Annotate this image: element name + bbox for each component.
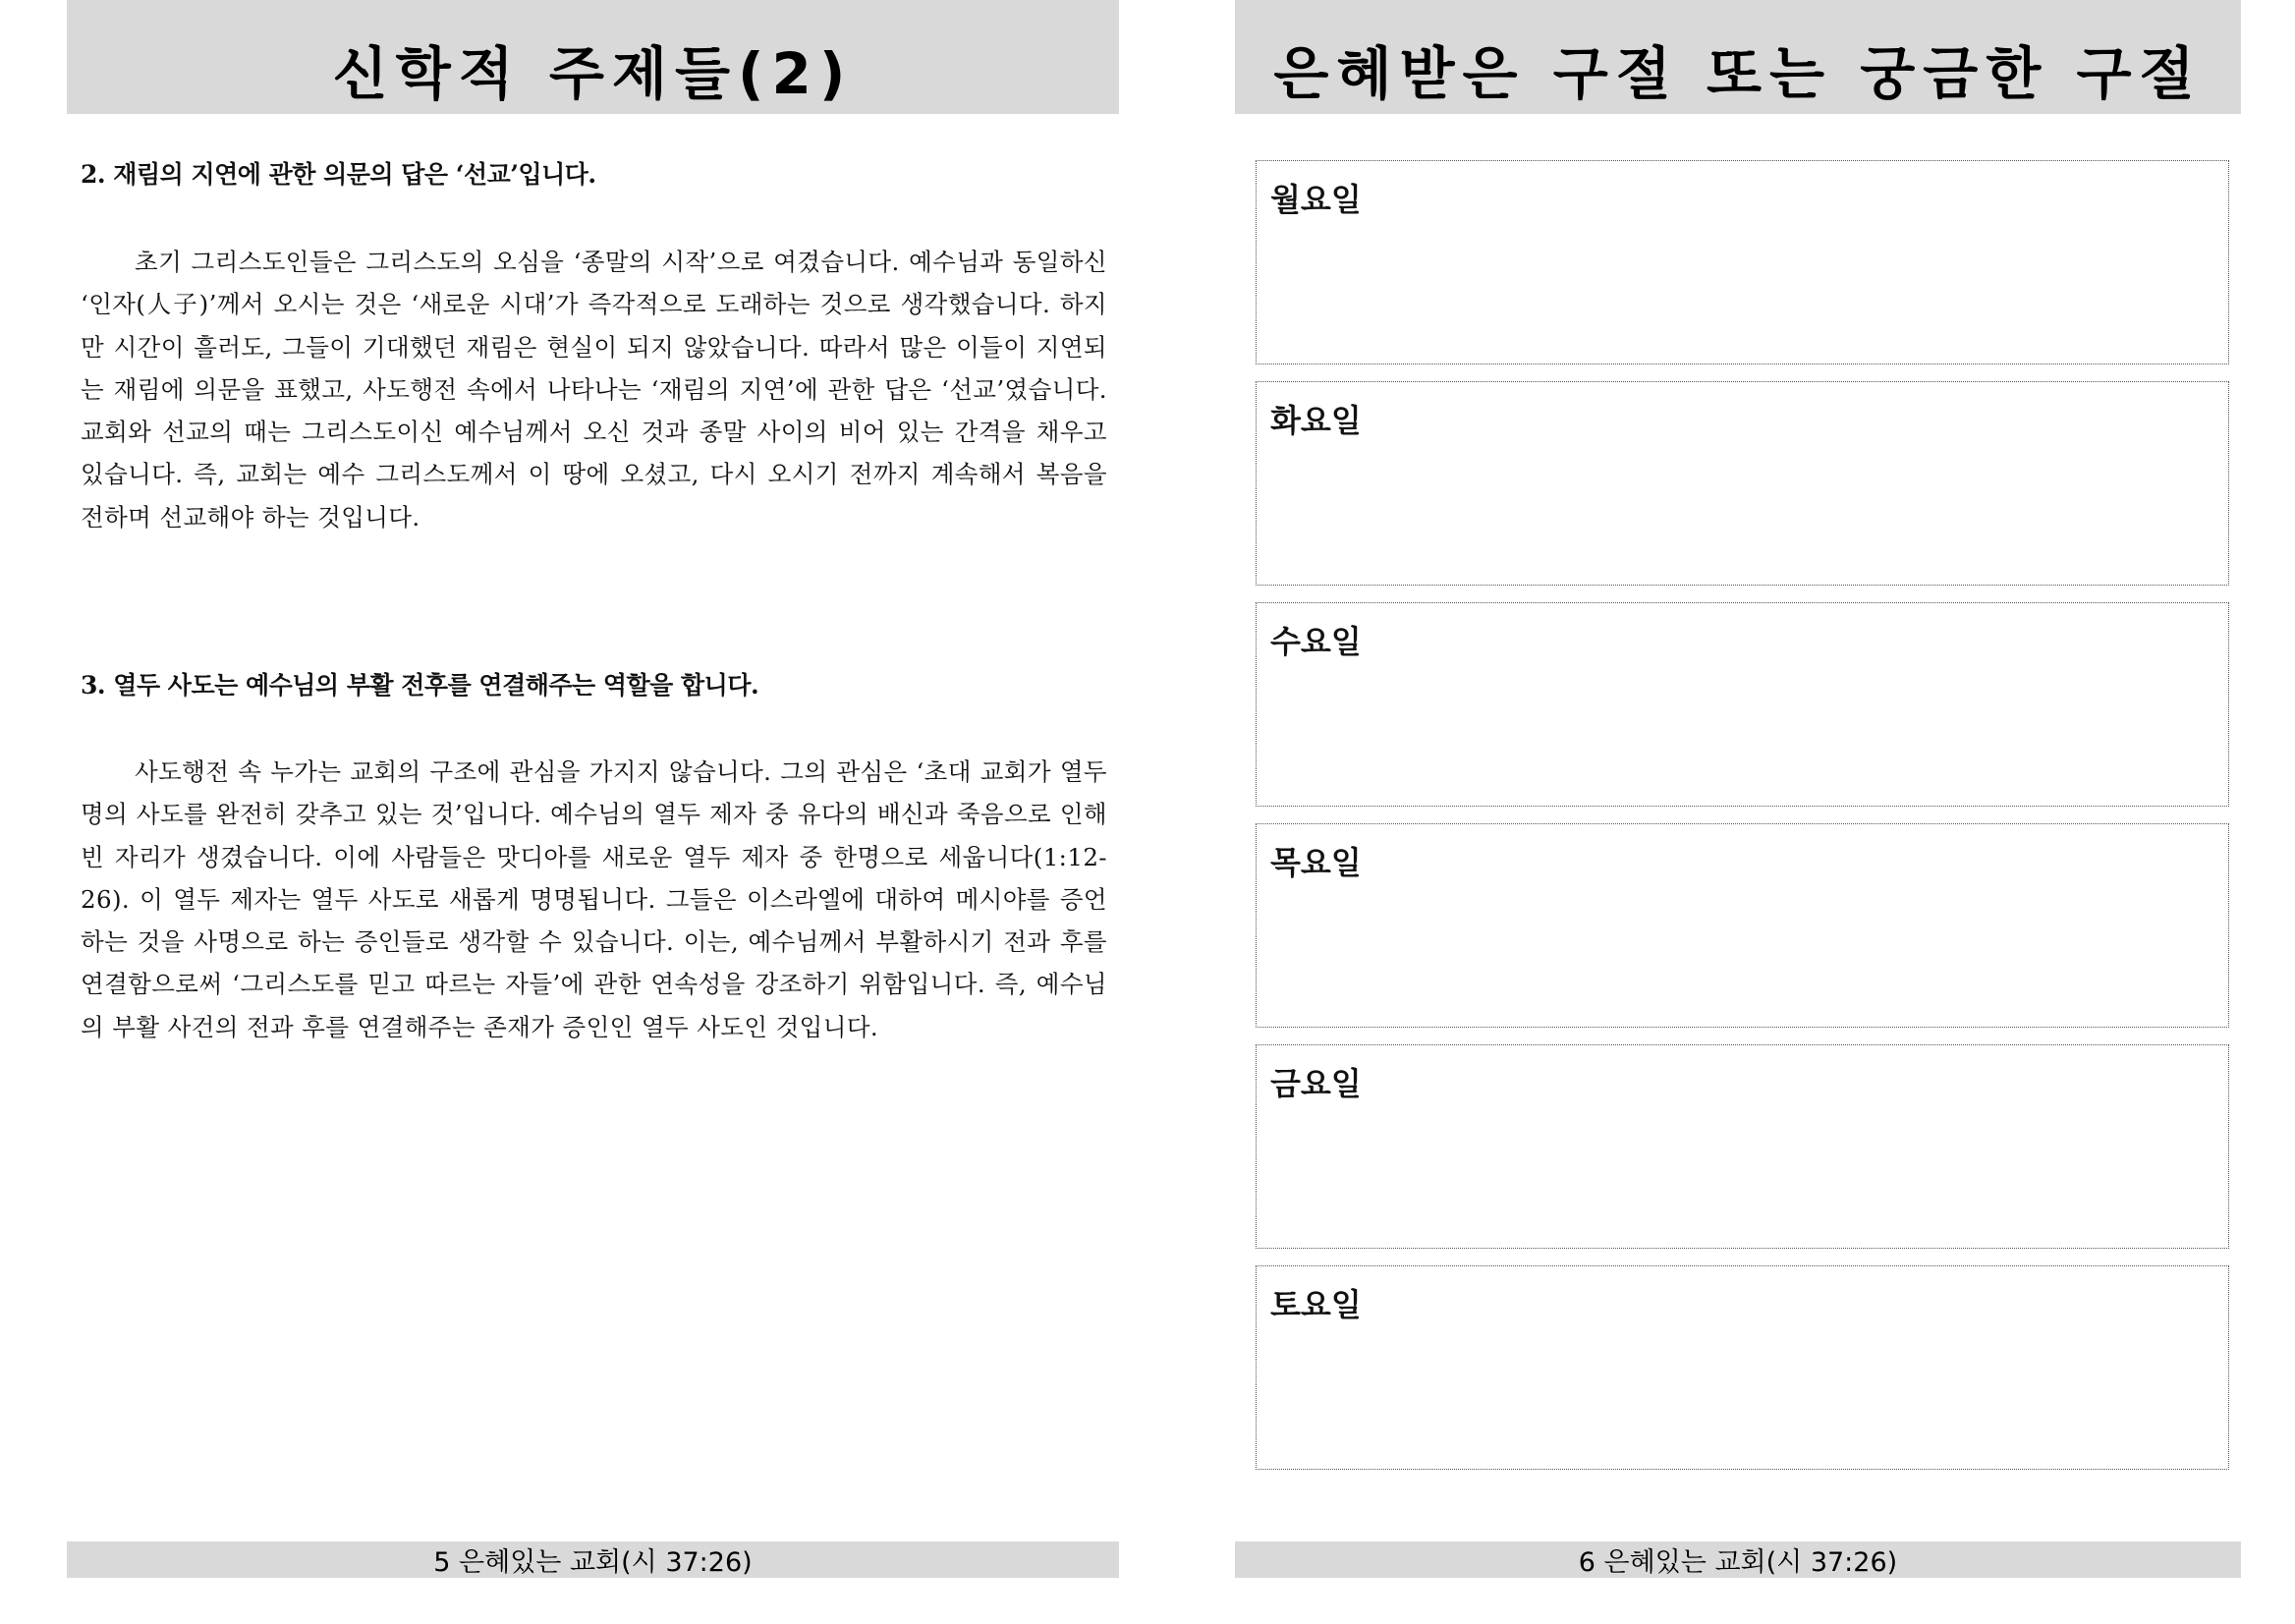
day-label: 금요일 [1270,1065,1362,1102]
day-box-wednesday[interactable] [1256,602,2229,807]
section-3-heading: 3. 열두 사도는 예수님의 부활 전후를 연결해주는 역할을 합니다. [81,671,759,700]
left-page [67,0,1119,1624]
section-2-body: 초기 그리스도인들은 그리스도의 오심을 ‘종말의 시작’으로 여겼습니다. 예수님과 동일하신 ‘인자(人子)’께서 오시는 것은 ‘새로운 시대’가 즉각적으로 도래하는 것으로 생각했습니다. 하지만 시간이 흘러도, 그들이 기대했던 재림은 현실이 되지 않았습니다. 따라서 많은 이들이 지연되는 재림에 의문을 표했고, 사도행전 속에서 나타나는 ‘재림의 지연’에 관한 답은 ‘선교’였습니다. 교회와 선교의 때는 그리스도이신 예수님께서 오신 것과 종말 사이의 비어 있는 간격을 채우고 있습니다. 즉, 교회는 예수 그리스도께서 이 땅에 오셨고, 다시 오시기 전까지 계속해서 복음을 전하며 선교해야 하는 것입니다. [81,248,1107,532]
left-page-title-bar [67,0,1119,114]
day-box-saturday[interactable] [1256,1265,2229,1470]
day-label: 목요일 [1270,844,1362,881]
section-2-heading: 2. 재림의 지연에 관한 의문의 답은 ‘선교’입니다. [81,160,596,189]
left-page-title: 신학적 주제들(2) [332,40,854,107]
day-box-thursday[interactable] [1256,823,2229,1028]
right-page-title: 은혜받은 구절 또는 궁금한 구절 [1273,40,2203,107]
right-page-footer: 6 은혜있는 교회(시 37:26) [1235,1541,2241,1578]
left-page-footer: 5 은혜있는 교회(시 37:26) [67,1541,1119,1578]
day-label: 화요일 [1270,402,1362,439]
day-box-friday[interactable] [1256,1044,2229,1249]
day-box-tuesday[interactable] [1256,381,2229,586]
day-label: 토요일 [1270,1286,1362,1323]
day-box-monday[interactable] [1256,160,2229,364]
right-page [1235,0,2241,1624]
right-page-title-bar [1235,0,2241,114]
day-label: 월요일 [1270,181,1362,218]
section-3-body: 사도행전 속 누가는 교회의 구조에 관심을 가지지 않습니다. 그의 관심은 ‘초대 교회가 열두명의 사도를 완전히 갖추고 있는 것’입니다. 예수님의 열두 제자 중 유다의 배신과 죽음으로 인해 빈 자리가 생겼습니다. 이에 사람들은 맛디아를 새로운 열두 제자 중 한명으로 세웁니다(1:12-26). 이 열두 제자는 열두 사도로 새롭게 명명됩니다. 그들은 이스라엘에 대하여 메시야를 증언하는 것을 사명으로 하는 증인들로 생각할 수 있습니다. 이는, 예수님께서 부활하시기 전과 후를 연결함으로써 ‘그리스도를 믿고 따르는 자들’에 관한 연속성을 강조하기 위함입니다. 즉, 예수님의 부활 사건의 전과 후를 연결해주는 존재가 증인인 열두 사도인 것입니다. [81,757,1107,1041]
day-label: 수요일 [1270,623,1362,660]
